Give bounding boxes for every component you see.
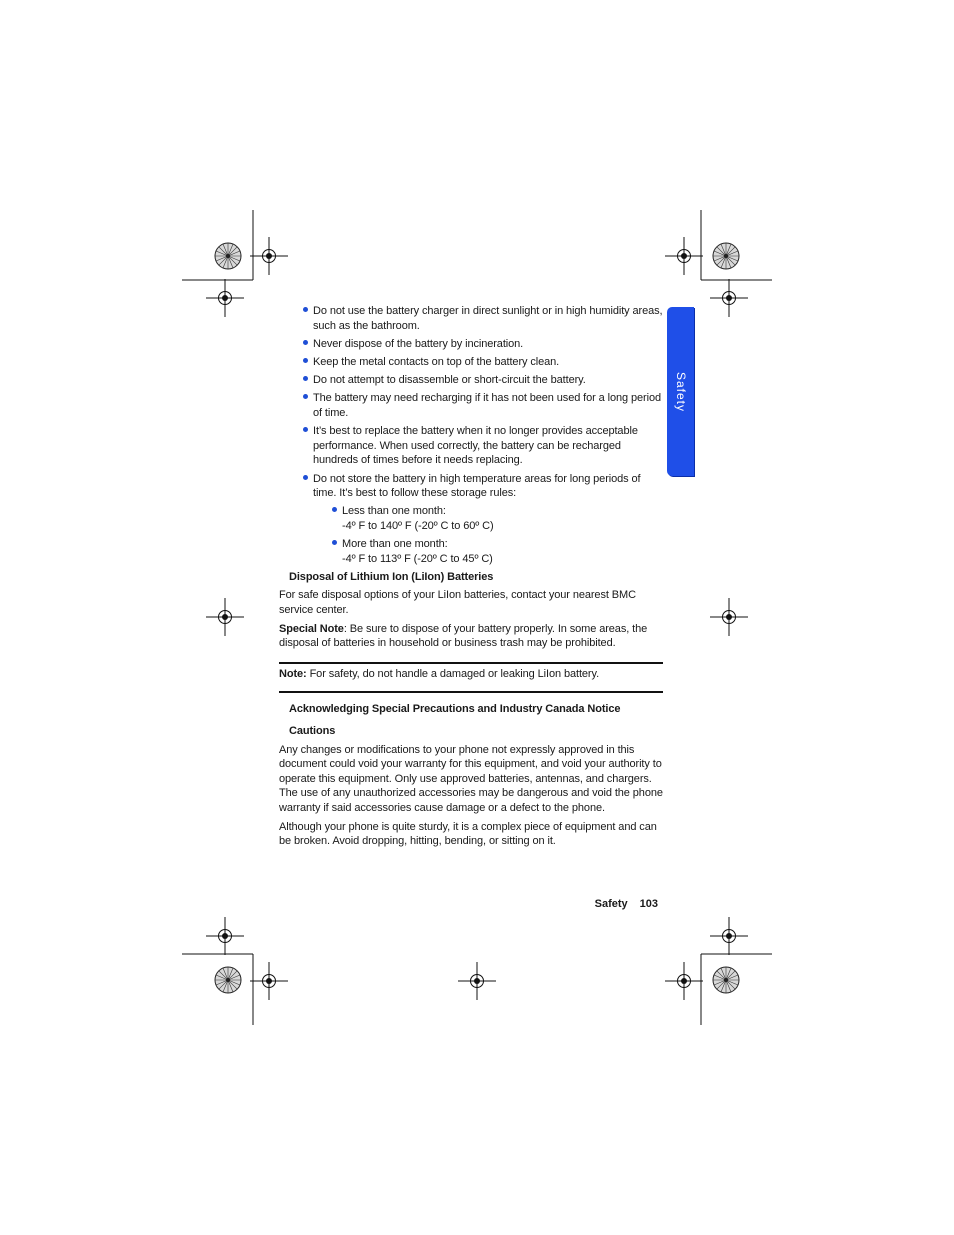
- footer-section: Safety: [594, 898, 628, 910]
- list-item-text: Do not store the battery in high temperature areas for long periods of time. It’s best to follow these storage rules:: [313, 472, 641, 500]
- rule-label: More than one month:: [342, 538, 448, 551]
- bullet-icon: [303, 340, 308, 345]
- list-item-text: Do not attempt to disassemble or short-circuit the battery.: [313, 374, 586, 387]
- bullet-icon: [332, 507, 337, 512]
- page-content: [279, 304, 663, 853]
- list-item-text: Never dispose of the battery by incineration.: [313, 337, 524, 350]
- bullet-icon: [303, 376, 308, 381]
- page-number: 103: [639, 898, 658, 910]
- list-item-text: Keep the metal contacts on top of the battery clean.: [313, 355, 560, 368]
- bullet-icon: [303, 394, 308, 399]
- rule-label: Less than one month:: [342, 505, 446, 518]
- list-item: [279, 537, 663, 566]
- bullet-icon: [303, 358, 308, 363]
- note-label: Note:: [279, 667, 307, 680]
- rule-range: -4º F to 140º F (-20º C to 60º C): [342, 519, 494, 532]
- list-item: [279, 337, 663, 352]
- disposal-heading: Disposal of Lithium Ion (LiIon) Batteries: [289, 570, 494, 583]
- battery-bullet-list: [279, 304, 663, 501]
- special-note: [279, 622, 663, 651]
- list-item: [279, 304, 663, 333]
- note-text: For safety, do not handle a damaged or leaking LiIon battery.: [306, 667, 600, 680]
- list-item-text: Do not use the battery charger in direct sunlight or in high humidity areas, such as the bathroom.: [313, 305, 663, 332]
- list-item: [279, 504, 663, 533]
- section-side-tab: [667, 307, 694, 476]
- list-item: [279, 373, 663, 388]
- cautions-heading: Cautions: [289, 725, 336, 737]
- list-item-text: The battery may need recharging if it has not been used for a long period of time.: [313, 392, 661, 419]
- storage-rules-list: [279, 504, 663, 566]
- disposal-text: For safe disposal options of your LiIon batteries, contact your nearest BMC service center.: [279, 589, 636, 617]
- cautions-paragraph-1: Any changes or modifications to your phone not expressly approved in this document could void your warranty for this equipment, and void your authority to operate this equipment. Only use approved batteries, antennas, and chargers. The use of any unauthorized accessories may be dangerous and void the phone warranty if said accessories cause damage or a defect to the phone.: [279, 743, 663, 814]
- rule-range: -4º F to 113º F (-20º C to 45º C): [342, 552, 493, 565]
- side-tab-label: Safety: [673, 371, 688, 412]
- cautions-paragraph-2: Although your phone is quite sturdy, it is a complex piece of equipment and can be broken. Avoid dropping, hitting, bending, or sitting on it.: [279, 820, 657, 848]
- list-item: [279, 355, 663, 370]
- list-item: [279, 472, 663, 501]
- bullet-icon: [303, 427, 308, 432]
- section-heading: Acknowledging Special Precautions and Industry Canada Notice: [289, 703, 621, 716]
- bullet-icon: [303, 475, 308, 480]
- list-item: [279, 424, 663, 468]
- special-note-text: : Be sure to dispose of your battery properly. In some areas, the disposal of batteries in household or business trash may be prohibited.: [279, 622, 648, 650]
- bullet-icon: [303, 307, 308, 312]
- list-item-text: It’s best to replace the battery when it no longer provides acceptable performance. When used correctly, the battery can be recharged hundreds of times before it needs replacing.: [313, 425, 638, 467]
- bullet-icon: [332, 540, 337, 545]
- note-box: [279, 662, 663, 694]
- page-footer: [595, 898, 658, 910]
- special-note-label: Special Note: [279, 622, 344, 635]
- list-item: [279, 391, 663, 420]
